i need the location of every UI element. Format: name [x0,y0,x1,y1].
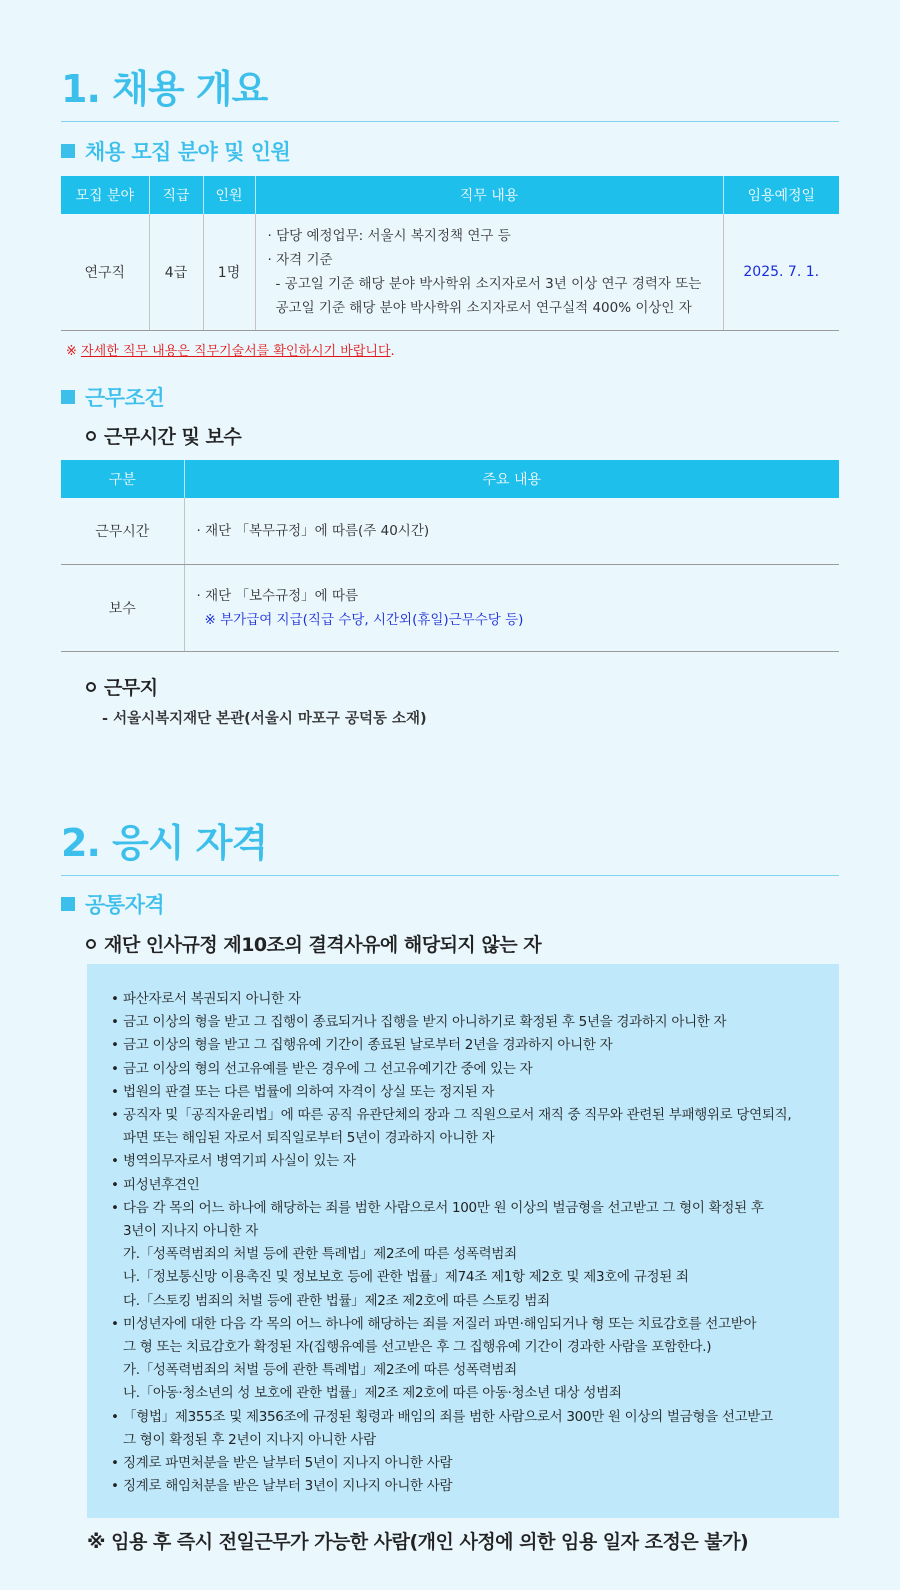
bullet-icon: • [111,1455,119,1472]
hours-heading-text: 근무시간 및 보수 [104,426,242,448]
list-item [111,1452,819,1475]
bullet-icon: • [111,1107,119,1124]
common-heading-row [61,889,839,919]
list-item [111,1174,819,1197]
circle-bullet-icon [86,431,96,441]
square-bullet-icon [61,144,75,158]
bullet-icon: • [111,1037,119,1054]
col-count: 인원 [203,176,255,214]
section1-title: 1. 채용 개요 [61,58,839,122]
list-item [111,1127,819,1150]
col-content: 주요 내용 [184,460,839,498]
conditions-heading [61,382,839,412]
bullet-icon: • [111,1060,119,1077]
recruit-heading [61,136,839,166]
col-field: 모집 분야 [61,176,149,214]
note-suffix: . [390,344,395,359]
list-item-text: 병역의무자로서 병역기피 사실이 있는 자 [123,1153,356,1170]
bullet-icon: • [111,991,119,1007]
duty-line: · 자격 기준 [267,251,333,268]
list-item-text: 파산자로서 복권되지 아니한 자 [123,991,301,1007]
bullet-icon: • [111,1408,119,1425]
col-date: 임용예정일 [723,176,839,214]
list-item [111,1243,819,1266]
table-row [61,214,839,330]
col-grade: 직급 [149,176,203,214]
place-heading [86,673,864,700]
list-item-text: 파면 또는 해임된 자로서 퇴직일로부터 5년이 경과하지 아니한 자 [123,1130,495,1147]
list-item [111,1313,819,1336]
bullet-icon: • [111,1083,119,1100]
list-item-text: 피성년후견인 [123,1176,200,1193]
duty-line: · 담당 예정업무: 서울시 복지정책 연구 등 [267,227,511,244]
list-item [111,1011,819,1034]
list-item [111,1197,819,1220]
list-item-text: 3년이 지나지 아니한 자 [123,1223,258,1240]
cell-label: 보수 [61,564,184,651]
cell-grade: 4급 [149,214,203,330]
table-row [61,498,839,564]
place-text: - 서울시복지재단 본관(서울시 마포구 공덕동 소재) [102,711,427,727]
cell-content [184,564,839,651]
disqualification-list [111,988,819,1498]
list-item-text: 공직자 및「공직자윤리법」에 따른 공직 유관단체의 장과 그 직원으로서 재직 중 직무와 관련된 부패행위로 당연퇴직, [123,1107,792,1124]
list-item-text: 징계로 해임처분을 받은 날부터 3년이 지나지 아니한 사람 [123,1478,453,1495]
list-item-text: 금고 이상의 형의 선고유예를 받은 경우에 그 선고유예기간 중에 있는 자 [123,1060,533,1077]
recruit-heading-row [61,136,839,166]
list-item-text: 가.「성폭력범죄의 처벌 등에 관한 특례법」제2조에 따른 성폭력범죄 [123,1362,517,1379]
list-item [111,1382,819,1405]
circle-bullet-icon [86,682,96,692]
list-item-text: 나.「정보통신망 이용촉진 및 정보보호 등에 관한 법률」제74조 제1항 제2호 및 제3호에 규정된 죄 [123,1269,689,1286]
recruit-table-header [61,176,839,214]
bullet-icon: • [111,1176,119,1193]
duty-line: - 공고일 기준 해당 분야 박사학위 소지자로서 3년 이상 연구 경력자 또는 [275,275,702,292]
list-item-text: 가.「성폭력범죄의 처벌 등에 관한 특례법」제2조에 따른 성폭력범죄 [123,1246,517,1263]
list-item [111,1220,819,1243]
recruit-table [61,176,839,331]
disqualification-box [87,964,839,1518]
duty-line: 공고일 기준 해당 분야 박사학위 소지자로서 연구실적 400% 이상인 자 [275,299,692,316]
list-item-text: 다.「스토킹 범죄의 처벌 등에 관한 법률」제2조 제2호에 따른 스토킹 범죄 [123,1292,550,1309]
bullet-icon: • [111,1199,119,1216]
list-item [111,1359,819,1382]
list-item [111,1150,819,1173]
list-item [111,1081,819,1104]
content-line: · 재단 「보수규정」에 따름 [196,587,359,604]
common-subheading-row [86,930,864,957]
bullet-icon: • [111,1153,119,1170]
list-item [111,1104,819,1127]
hours-heading [86,422,864,449]
list-item [111,1290,819,1313]
hours-heading-row [86,422,864,449]
common-subheading [86,930,864,957]
note-prefix: ※ [66,344,82,359]
cell-count: 1명 [203,214,255,330]
list-item [111,1429,819,1452]
cell-duties [255,214,723,330]
section2-header [61,812,839,876]
list-item [111,988,819,1011]
section1-header [61,58,839,122]
recruit-table-wrap [61,176,839,331]
cell-date: 2025. 7. 1. [723,214,839,330]
list-item-text: 「형법」제355조 및 제356조에 규정된 횡령과 배임의 죄를 범한 사람으로서 300만 원 이상의 벌금형을 선고받고 [123,1408,773,1425]
bullet-icon: • [111,1478,119,1495]
conditions-heading-text: 근무조건 [85,386,165,410]
list-item [111,1475,819,1498]
common-subheading-text: 재단 인사규정 제10조의 결격사유에 해당되지 않는 자 [104,934,542,956]
conditions-table-header [61,460,839,498]
list-item-text: 금고 이상의 형을 받고 그 집행유예 기간이 종료된 날로부터 2년을 경과하지 아니한 자 [123,1037,613,1054]
list-item-text: 미성년자에 대한 다음 각 목의 어느 하나에 해당하는 죄를 저질러 파면·해임되거나 형 또는 치료감호를 선고받아 [123,1315,757,1332]
conditions-table-wrap [61,460,839,652]
square-bullet-icon [61,897,75,911]
list-item [111,1034,819,1057]
final-note: ※ 임용 후 즉시 전일근무가 가능한 사람(개인 사정에 의한 임용 일자 조정은 불가) [87,1531,749,1553]
list-item [111,1336,819,1359]
job-description-link[interactable]: 자세한 직무 내용은 직무기술서를 확인하시기 바랍니다 [81,344,391,359]
cell-content [184,498,839,564]
list-item-text: 징계로 파면처분을 받은 날부터 5년이 지나지 아니한 사람 [123,1455,453,1472]
list-item-text: 그 형 또는 치료감호가 확정된 자(집행유예를 선고받은 후 그 집행유예 기간이 경과한 사람을 포함한다.) [123,1339,712,1356]
bullet-icon: • [111,1315,119,1332]
circle-bullet-icon [86,939,96,949]
list-item [111,1058,819,1081]
list-item [111,1406,819,1429]
table-row [61,564,839,651]
cell-field: 연구직 [61,214,149,330]
conditions-heading-row [61,382,839,412]
list-item-text: 금고 이상의 형을 받고 그 집행이 종료되거나 집행을 받지 아니하기로 확정된 후 5년을 경과하지 아니한 자 [123,1014,727,1031]
cell-label: 근무시간 [61,498,184,564]
section2-title: 2. 응시 자격 [61,812,839,876]
col-duties: 직무 내용 [255,176,723,214]
place-heading-text: 근무지 [104,677,158,699]
list-item-text: 법원의 판결 또는 다른 법률에 의하여 자격이 상실 또는 정지된 자 [123,1083,495,1100]
list-item [111,1266,819,1289]
list-item-text: 나.「아동·청소년의 성 보호에 관한 법률」제2조 제2호에 따른 아동·청소년 대상 성범죄 [123,1385,622,1402]
common-heading [61,889,839,919]
content-note: ※ 부가급여 지급(직급 수당, 시간외(휴일)근무수당 등) [204,611,524,628]
col-category: 구분 [61,460,184,498]
bullet-icon: • [111,1014,119,1031]
recruit-note [66,340,844,359]
recruit-heading-text: 채용 모집 분야 및 인원 [85,140,291,164]
common-heading-text: 공통자격 [85,893,165,917]
list-item-text: 다음 각 목의 어느 하나에 해당하는 죄를 범한 사람으로서 100만 원 이상의 벌금형을 선고받고 그 형이 확정된 후 [123,1199,764,1216]
content-line: · 재단 「복무규정」에 따름(주 40시간) [196,522,430,539]
square-bullet-icon [61,390,75,404]
place-heading-row [86,673,864,700]
conditions-table [61,460,839,652]
list-item-text: 그 형이 확정된 후 2년이 지나지 아니한 사람 [123,1431,376,1448]
